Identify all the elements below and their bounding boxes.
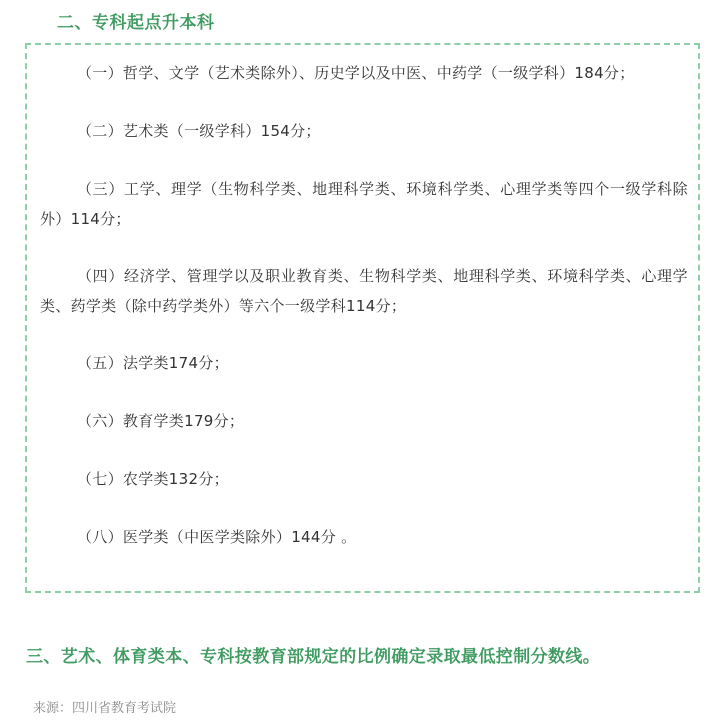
score-item-2: （二）艺术类（一级学科）154分； — [77, 122, 321, 140]
score-item-3: （三）工学、理学（生物科学类、地理科学类、环境科学类、心理学类等四个一级学科除外）114分； — [40, 180, 688, 228]
score-item-1: （一）哲学、文学（艺术类除外）、历史学以及中医、中药学（一级学科）184分； — [77, 64, 635, 82]
closing-heading: 三、艺术、体育类本、专科按教育部规定的比例确定录取最低控制分数线。 — [26, 647, 601, 667]
section-heading: 二、专科起点升本科 — [57, 13, 215, 33]
score-item-5: （五）法学类174分； — [77, 354, 229, 372]
source-note: 来源：四川省教育考试院 — [33, 701, 177, 716]
score-item-8: （八）医学类（中医学类除外）144分 。 — [77, 528, 357, 546]
score-item-6: （六）教育学类179分； — [77, 412, 245, 430]
score-item-7: （七）农学类132分； — [77, 470, 229, 488]
score-item-4: （四）经济学、管理学以及职业教育类、生物科学类、地理科学类、环境科学类、心理学类、药学类（除中药学类外）等六个一级学科114分； — [40, 267, 688, 315]
